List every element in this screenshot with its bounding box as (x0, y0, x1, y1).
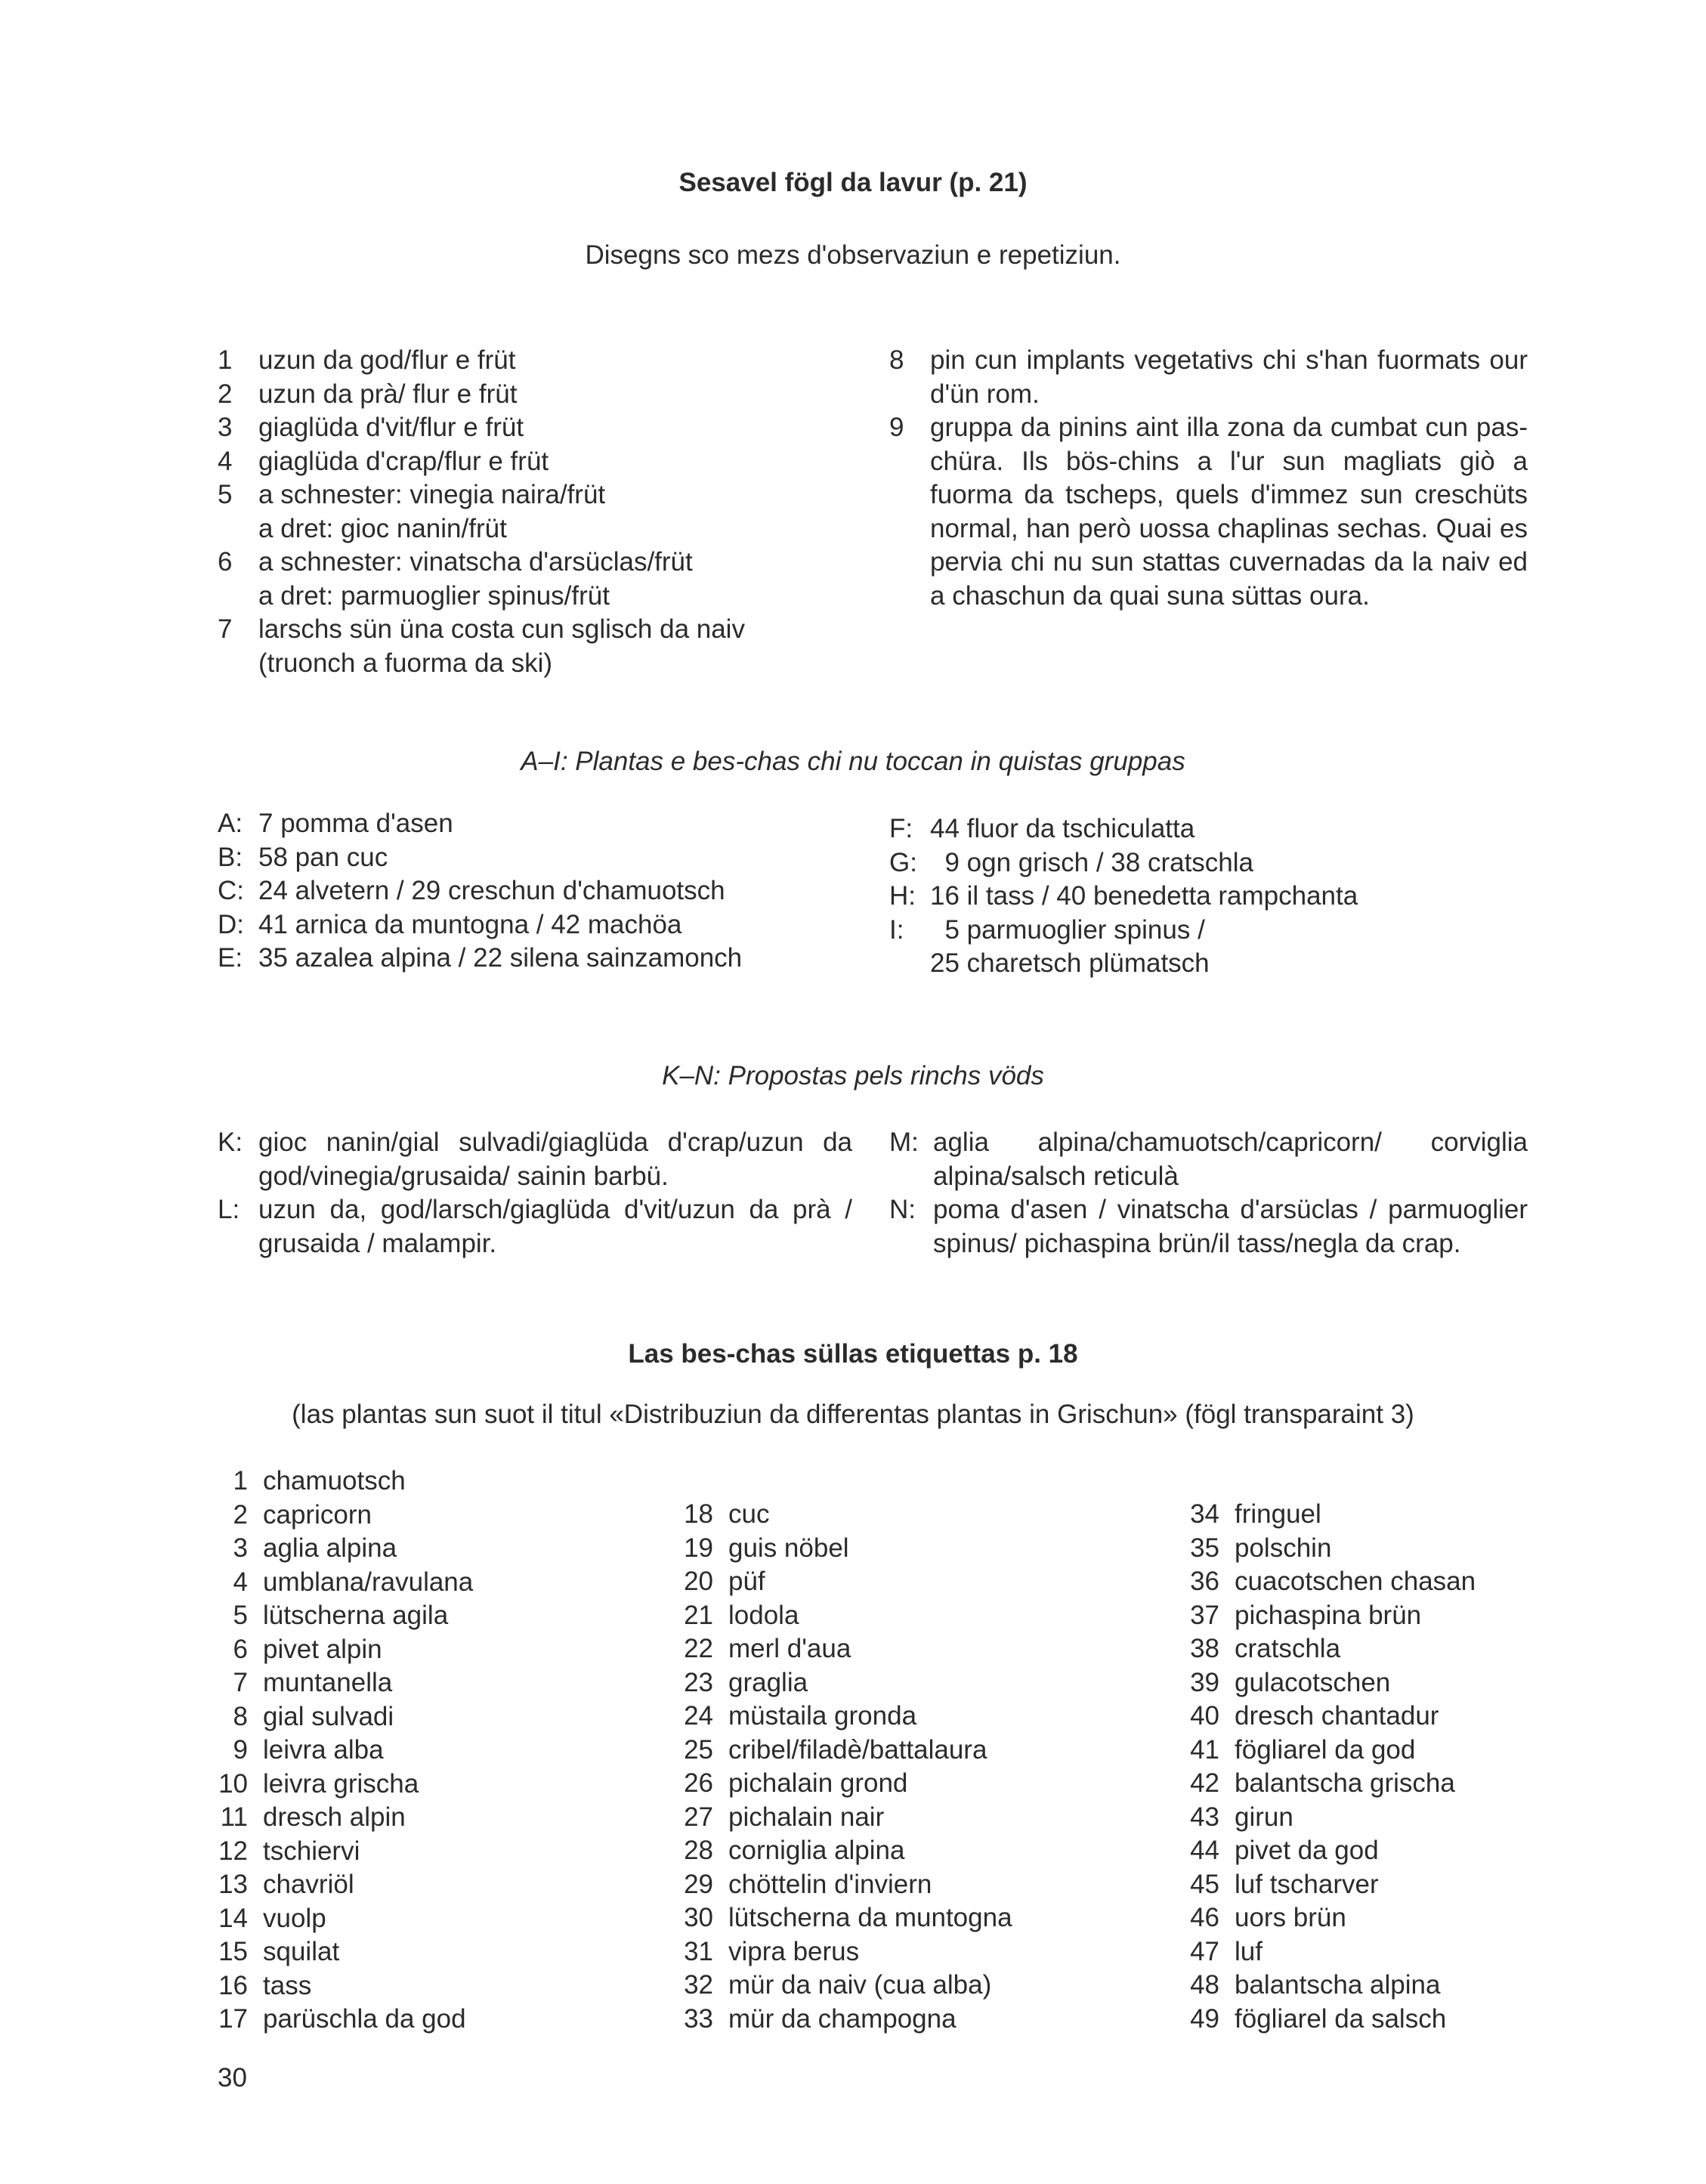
animal-list-item (204, 1835, 473, 1869)
item-text: aglia alpina (263, 1533, 397, 1563)
item-text: leivra alba (263, 1735, 384, 1765)
item-number: 1 (218, 345, 233, 375)
item-text: cuc (728, 1499, 770, 1529)
list-item (218, 580, 875, 614)
animal-list-item (1176, 1901, 1476, 1935)
item-number: F: (889, 814, 913, 843)
item-number: 20 (684, 1567, 713, 1596)
item-text: gruppa da pinins aint illa zona da cumbat cun pas-chüra. Ils bös-chins a l'ur sun magliats giò a fuorma da tscheps, quels d'immez sun creschüts normal, han però uossa chaplinas sechas. Quai es pervia chi nu sun stattas cuvernadas da la naiv ed a chaschun da quai suna süttas oura. (930, 413, 1528, 611)
animal-list-item (204, 1599, 473, 1633)
item-text: balantscha grischa (1235, 1768, 1455, 1798)
item-number: 11 (220, 1802, 248, 1832)
item-number: 12 (218, 1836, 248, 1866)
item-number: 35 (1190, 1533, 1219, 1563)
list-item (218, 378, 875, 412)
item-number (218, 580, 258, 614)
item-number: 3 (233, 1533, 248, 1563)
item-number: 23 (684, 1667, 713, 1697)
item-text: pichaspina brün (1235, 1600, 1422, 1630)
item-text: pivet da god (1235, 1836, 1379, 1865)
item-text: aglia alpina/chamuotsch/capricorn/ corviglia alpina/salsch reticulà (933, 1128, 1528, 1191)
item-text: luf tscharver (1235, 1869, 1379, 1899)
animal-list-item (204, 1465, 473, 1499)
item-text: giaglüda d'crap/flur e früt (258, 446, 549, 476)
animal-list-item (204, 1768, 473, 1802)
item-number: 46 (1190, 1903, 1219, 1932)
item-number: N: (889, 1195, 916, 1224)
item-text: 41 arnica da muntogna / 42 machöa (258, 909, 682, 939)
item-number: 15 (218, 1937, 248, 1966)
item-text: 24 alvetern / 29 creschun d'chamuotsch (258, 876, 725, 905)
animal-list-item (1176, 1599, 1476, 1633)
item-text: dresch alpin (263, 1802, 406, 1832)
item-text: umblana/ravulana (263, 1567, 474, 1597)
item-text: 9 ogn grisch / 38 cratschla (930, 847, 1253, 877)
item-number: 44 (1190, 1836, 1219, 1865)
animal-list-item (669, 2003, 1012, 2037)
item-number: 8 (233, 1701, 248, 1731)
item-text: uors brün (1235, 1903, 1346, 1932)
item-number: 47 (1190, 1936, 1219, 1966)
item-number: 16 (218, 1970, 248, 2000)
animal-list-item (1176, 1565, 1476, 1599)
animal-list-item (1176, 1700, 1476, 1734)
item-text: 58 pan cuc (258, 842, 388, 872)
item-number: D: (218, 909, 244, 939)
animal-list-item (204, 1700, 473, 1734)
item-text: chöttelin d'inviern (728, 1869, 932, 1899)
list-item (889, 344, 1528, 411)
item-text: cuacotschen chasan (1235, 1567, 1476, 1596)
item-text: poma d'asen / vinatscha d'arsüclas / parmuoglier spinus/ pichaspina brün/il tass/negla da crap. (933, 1195, 1528, 1258)
item-text: vuolp (263, 1903, 326, 1933)
item-number: 3 (218, 413, 233, 442)
list-item (889, 846, 1569, 880)
item-number (889, 947, 930, 981)
animal-list-item (669, 1632, 1012, 1666)
item-text: chavriöl (263, 1870, 354, 1899)
item-text: merl d'aua (728, 1634, 851, 1663)
list-item (218, 411, 875, 445)
item-text: luf (1235, 1936, 1263, 1966)
item-text: pichalain nair (728, 1802, 885, 1832)
item-text: fringuel (1235, 1499, 1321, 1529)
item-number: 22 (684, 1634, 713, 1663)
item-text: larschs sün üna costa cun sglisch da naiv (258, 614, 745, 644)
item-number: 32 (684, 1970, 713, 2000)
item-number: 5 (218, 480, 233, 509)
item-number: 14 (218, 1903, 248, 1933)
item-number: 6 (233, 1634, 248, 1664)
item-text: capricorn (263, 1499, 372, 1530)
list-item (218, 841, 898, 875)
animal-list-item (204, 1902, 473, 1936)
item-text: 44 fluor da tschiculatta (930, 814, 1195, 843)
item-text: 25 charetsch plümatsch (930, 948, 1210, 978)
animal-list-item (1176, 1734, 1476, 1768)
animal-list-item (1176, 1868, 1476, 1902)
item-text: gioc nanin/gial sulvadi/giaglüda d'crap/uzun da god/vinegia/grusaida/ sainin barbü. (258, 1128, 852, 1191)
letter-list-right (889, 812, 1569, 981)
item-text: pin cun implants vegetativs chi s'han fuormats our d'ün rom. (930, 345, 1528, 409)
item-number: C: (218, 876, 244, 905)
numbered-list-left (218, 344, 875, 680)
animal-list-column-1 (204, 1465, 473, 2037)
item-text: muntanella (263, 1668, 393, 1697)
item-number: 21 (684, 1600, 713, 1630)
item-text: tschiervi (263, 1836, 360, 1866)
item-number: 1 (233, 1466, 248, 1496)
item-text: chamuotsch (263, 1466, 406, 1496)
animal-list-item (1176, 1498, 1476, 1532)
item-number: B: (218, 842, 243, 872)
list-item (218, 512, 875, 546)
list-item (218, 942, 898, 976)
item-text: lodola (728, 1600, 799, 1630)
animal-list-item (204, 1633, 473, 1667)
item-number: 40 (1190, 1701, 1219, 1731)
section-subtitle-animals: (las plantas sun suot il titul «Distribuziun da differentas plantas in Grischun» (fögl transparaint 3) (292, 1400, 1414, 1429)
item-text: lütscherna agila (263, 1601, 449, 1630)
animal-list-item (1176, 1767, 1476, 1801)
animal-list-item (669, 1935, 1012, 1969)
item-number: 9 (889, 413, 904, 442)
animal-list-item (669, 1734, 1012, 1768)
item-number: 18 (684, 1499, 713, 1529)
item-text: püf (728, 1567, 765, 1596)
item-number: 8 (889, 345, 904, 375)
animal-list-item (669, 1868, 1012, 1902)
list-item (889, 1193, 1528, 1261)
list-item (889, 1126, 1528, 1193)
list-item (889, 914, 1569, 948)
animal-list-item (669, 1532, 1012, 1566)
list-item (218, 546, 875, 580)
item-text: uzun da god/flur e früt (258, 345, 516, 375)
animal-list-item (669, 1700, 1012, 1734)
animal-list-item (204, 1499, 473, 1533)
item-text: squilat (263, 1937, 340, 1966)
item-text: corniglia alpina (728, 1836, 905, 1865)
animal-list-item (669, 1801, 1012, 1835)
item-text: mür da champogna (728, 2003, 957, 2034)
animal-list-item (669, 1498, 1012, 1532)
item-number: I: (889, 914, 904, 945)
item-number: E: (218, 943, 243, 973)
item-text: uzun da, god/larsch/giaglüda d'vit/uzun da prà / grusaida / malampir. (258, 1195, 852, 1258)
animal-list-item (204, 2003, 473, 2037)
list-item (889, 411, 1528, 613)
letter-list-left (218, 807, 898, 976)
numbered-list-right (889, 344, 1528, 613)
item-number: 2 (233, 1499, 248, 1530)
item-text: graglia (728, 1667, 808, 1697)
item-text: gulacotschen (1235, 1667, 1391, 1697)
list-item (889, 880, 1569, 914)
proposal-list-right (889, 1126, 1528, 1261)
item-text: mür da naiv (cua alba) (728, 1970, 992, 2000)
list-item (218, 1126, 852, 1193)
item-text: pivet alpin (263, 1634, 382, 1664)
animal-list-item (204, 1734, 473, 1768)
item-number: 4 (233, 1567, 248, 1597)
section-heading-a-i: A–I: Plantas e bes-chas chi nu toccan in quistas gruppas (521, 747, 1185, 776)
item-number: A: (218, 809, 243, 838)
item-text: 7 pomma d'asen (258, 809, 453, 838)
animal-list-item (204, 1868, 473, 1902)
animal-list-column-3 (1176, 1498, 1476, 2036)
item-text: vipra berus (728, 1936, 860, 1966)
item-number: 24 (684, 1701, 713, 1731)
item-number: 42 (1190, 1768, 1219, 1798)
animal-list-item (204, 1801, 473, 1835)
item-number: M: (889, 1128, 919, 1157)
item-number: 45 (1190, 1869, 1219, 1899)
animal-list-column-2 (669, 1498, 1012, 2036)
animal-list-item (1176, 1969, 1476, 2003)
proposal-list-left (218, 1126, 852, 1261)
item-number: 7 (218, 614, 233, 644)
item-number: 49 (1190, 2003, 1219, 2034)
item-text: dresch chantadur (1235, 1701, 1439, 1731)
list-item (889, 947, 1569, 981)
section-title-worksheet: Sesavel fögl da lavur (p. 21) (678, 168, 1028, 197)
list-item (218, 908, 898, 942)
list-item (218, 344, 875, 378)
item-text: tass (263, 1970, 312, 2000)
item-text: giaglüda d'vit/flur e früt (258, 413, 524, 442)
item-text: leivra grischa (263, 1768, 419, 1799)
item-number: 13 (218, 1870, 248, 1899)
item-text: a schnester: vinatscha d'arsüclas/früt (258, 547, 693, 577)
animal-list-item (1176, 1834, 1476, 1868)
section-heading-k-n: K–N: Propostas pels rinchs vöds (662, 1061, 1044, 1090)
item-number: 6 (218, 547, 233, 577)
item-text: a dret: gioc nanin/früt (258, 513, 507, 543)
section-subtitle: Disegns sco mezs d'observaziun e repetiziun. (585, 240, 1121, 270)
item-text: gial sulvadi (263, 1701, 394, 1731)
list-item (218, 647, 875, 681)
item-number: 5 (233, 1601, 248, 1630)
item-text: a dret: parmuoglier spinus/früt (258, 580, 610, 611)
animal-list-item (1176, 1801, 1476, 1835)
item-number: 41 (1190, 1734, 1219, 1765)
item-text: cribel/filadè/battalaura (728, 1734, 987, 1765)
item-number: 39 (1190, 1667, 1219, 1697)
item-number: 19 (684, 1533, 713, 1563)
item-number: 31 (684, 1936, 713, 1966)
animal-list-item (669, 1767, 1012, 1801)
item-number: K: (218, 1128, 243, 1157)
animal-list-item (669, 1834, 1012, 1868)
page-number: 30 (218, 2063, 247, 2093)
item-number: 25 (684, 1734, 713, 1765)
item-number: 7 (233, 1668, 248, 1697)
animal-list-item (669, 1666, 1012, 1700)
item-text: girun (1235, 1802, 1293, 1832)
item-number: 48 (1190, 1970, 1219, 2000)
list-item (218, 874, 898, 908)
item-number: 2 (218, 379, 233, 409)
item-text: cratschla (1235, 1634, 1341, 1663)
item-number: 17 (218, 2004, 248, 2034)
item-number: 29 (684, 1869, 713, 1899)
item-text: fögliarel da salsch (1235, 2003, 1447, 2034)
list-item (218, 478, 875, 512)
item-number: 9 (233, 1735, 248, 1765)
list-item (889, 812, 1569, 846)
item-text: pichalain grond (728, 1768, 908, 1798)
item-number: 27 (684, 1802, 713, 1832)
animal-list-item (1176, 2003, 1476, 2037)
item-text: 5 parmuoglier spinus / (930, 914, 1205, 945)
item-number: 4 (218, 446, 233, 476)
animal-list-item (669, 1565, 1012, 1599)
item-number: 38 (1190, 1634, 1219, 1663)
item-text: parüschla da god (263, 2004, 466, 2034)
item-number: G: (889, 847, 917, 877)
item-number: L: (218, 1195, 240, 1224)
item-text: lütscherna da muntogna (728, 1903, 1012, 1932)
item-number: 43 (1190, 1802, 1219, 1832)
item-number: H: (889, 881, 916, 911)
animal-list-item (1176, 1632, 1476, 1666)
item-number: 28 (684, 1836, 713, 1865)
section-title-animals: Las bes-chas süllas etiquettas p. 18 (628, 1339, 1078, 1369)
list-item (218, 613, 875, 647)
animal-list-item (1176, 1666, 1476, 1700)
item-text: a schnester: vinegia naira/früt (258, 480, 606, 509)
item-text: guis nöbel (728, 1533, 849, 1563)
animal-list-item (204, 1935, 473, 1969)
item-text: polschin (1235, 1533, 1332, 1563)
item-text: 16 il tass / 40 benedetta rampchanta (930, 881, 1358, 911)
item-number (218, 512, 258, 546)
item-number: 30 (684, 1903, 713, 1932)
item-number: 37 (1190, 1600, 1219, 1630)
item-text: (truonch a fuorma da ski) (258, 648, 553, 678)
item-number: 36 (1190, 1567, 1219, 1596)
animal-list-item (1176, 1532, 1476, 1566)
list-item (218, 1193, 852, 1261)
animal-list-item (669, 1599, 1012, 1633)
animal-list-item (669, 1901, 1012, 1935)
animal-list-item (204, 1566, 473, 1600)
list-item (218, 445, 875, 479)
item-number: 26 (684, 1768, 713, 1798)
item-number: 33 (684, 2003, 713, 2034)
item-text: 35 azalea alpina / 22 silena sainzamonch (258, 943, 743, 973)
item-number (218, 647, 258, 681)
item-text: uzun da prà/ flur e früt (258, 379, 518, 409)
animal-list-item (204, 1969, 473, 2003)
item-text: balantscha alpina (1235, 1970, 1441, 2000)
item-number: 10 (218, 1768, 248, 1799)
animal-list-item (204, 1666, 473, 1700)
item-text: müstaila gronda (728, 1701, 917, 1731)
animal-list-item (204, 1532, 473, 1566)
item-text: fögliarel da god (1235, 1734, 1416, 1765)
item-number: 34 (1190, 1499, 1219, 1529)
list-item (218, 807, 898, 841)
animal-list-item (669, 1969, 1012, 2003)
animal-list-item (1176, 1935, 1476, 1969)
